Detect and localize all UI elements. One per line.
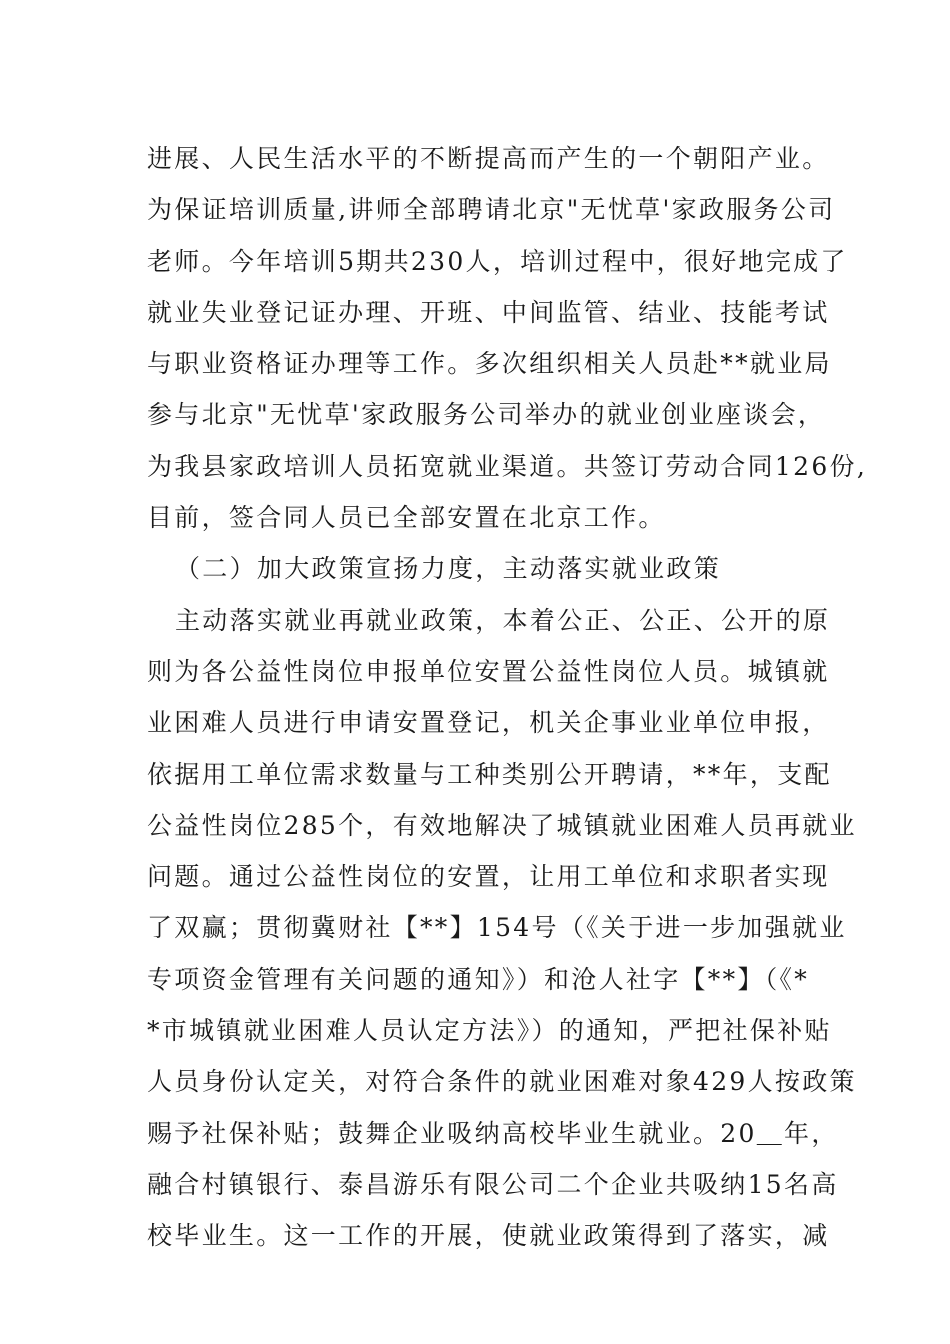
text-line: 就业失业登记证办理、开班、中间监管、结业、技能考试 (147, 297, 830, 327)
text-line: 为保证培训质量,讲师全部聘请北京"无忧草'家政服务公司 (147, 195, 836, 225)
text-line: 问题。通过公益性岗位的安置，让用工单位和求职者实现 (147, 862, 830, 892)
text-line: 业困难人员进行申请安置登记，机关企事业业单位申报， (147, 708, 830, 738)
section-heading: （二）加大政策宣扬力度，主动落实就业政策 (175, 554, 722, 584)
text-line: 赐予社保补贴；鼓舞企业吸纳高校毕业生就业。20＿年， (147, 1118, 839, 1148)
text-line: 融合村镇银行、泰昌游乐有限公司二个企业共吸纳15名高 (147, 1169, 839, 1199)
text-line: 参与北京"无忧草'家政服务公司举办的就业创业座谈会， (147, 400, 826, 430)
text-line: 公益性岗位285个，有效地解决了城镇就业困难人员再就业 (147, 810, 857, 840)
text-line: 进展、人民生活水平的不断提高而产生的一个朝阳产业。 (147, 144, 830, 173)
text-line: 老师。今年培训5期共230人，培训过程中，很好地完成了 (147, 246, 848, 276)
text-line: *市城镇就业困难人员认定方法》）的通知，严把社保补贴 (147, 1016, 832, 1046)
body-text (147, 133, 868, 1262)
text-line: 校毕业生。这一工作的开展，使就业政策得到了落实，减 (147, 1221, 830, 1251)
text-line: 则为各公益性岗位申报单位安置公益性岗位人员。城镇就 (147, 656, 830, 686)
text-line: 人员身份认定关，对符合条件的就业困难对象429人按政策 (147, 1067, 857, 1097)
text-line: 主动落实就业再就业政策，本着公正、公正、公开的原 (175, 605, 831, 635)
text-line: 专项资金管理有关问题的通知》）和沧人社字【**】（《* (147, 964, 810, 994)
text-line: 了双赢；贯彻冀财社【**】154号（《关于进一步加强就业 (147, 913, 847, 943)
text-line: 与职业资格证办理等工作。多次组织相关人员赴**就业局 (147, 349, 832, 379)
text-line: 依据用工单位需求数量与工种类别公开聘请，**年，支配 (147, 759, 832, 789)
text-line: 目前，签合同人员已全部安置在北京工作。 (147, 503, 666, 533)
text-line: 为我县家政培训人员拓宽就业渠道。共签订劳动合同126份, (147, 451, 868, 481)
